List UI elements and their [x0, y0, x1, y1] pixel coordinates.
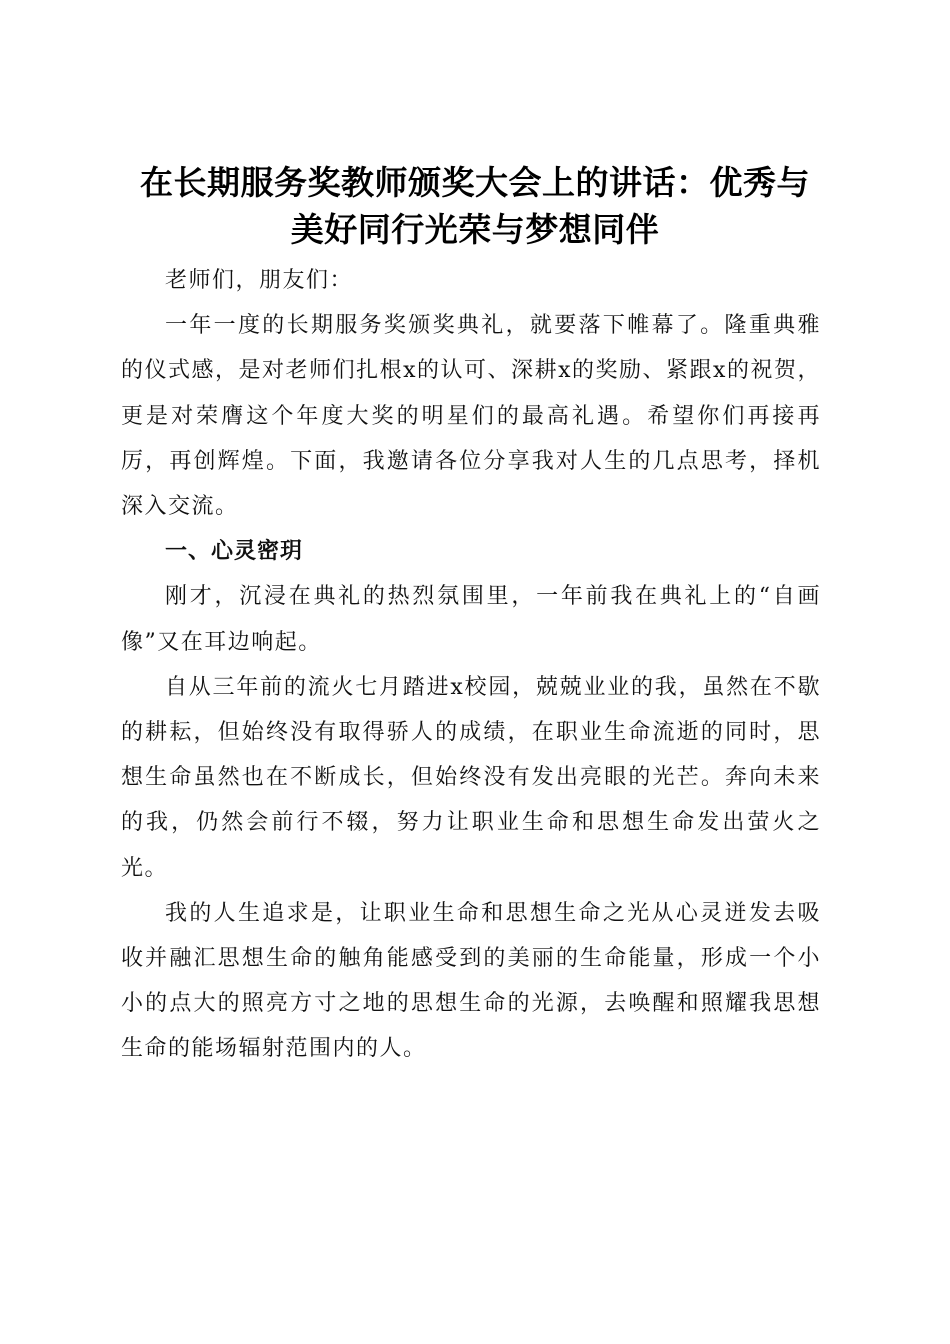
title-line-2: 美好同行光荣与梦想同伴	[290, 210, 660, 250]
paragraph-4: 我的人生追求是，让职业生命和思想生命之光从心灵迸发去吸收并融汇思想生命的触角能感受到的美丽的生命能量，形成一个小小的点大的照亮方寸之地的思想生命的光源，去唤醒和照耀我思想生命的能场辐射范围内的人。	[121, 900, 821, 1062]
paragraph-3: 自从三年前的流火七月踏进x校园，兢兢业业的我，虽然在不歇的耕耘，但始终没有取得骄人的成绩，在职业生命流逝的同时，思想生命虽然也在不断成长，但始终没有发出亮眼的光芒。奔向未来的我，仍然会前行不辍，努力让职业生命和思想生命发出萤火之光。	[121, 674, 821, 881]
section-heading-1: 一、心灵密玥	[165, 539, 304, 565]
title-line-1: 在长期服务奖教师颁奖大会上的讲话：优秀与	[140, 163, 810, 203]
greeting: 老师们，朋友们：	[165, 268, 354, 293]
paragraph-1: 一年一度的长期服务奖颁奖典礼，就要落下帷幕了。隆重典雅的仪式感，是对老师们扎根x的认可、深耕x的奖励、紧跟x的祝贺，更是对荣膺这个年度大奖的明星们的最高礼遇。希望你们再接再厉，再创辉煌。下面，我邀请各位分享我对人生的几点思考，择机深入交流。	[121, 313, 821, 520]
document-title	[120, 159, 830, 253]
document-body	[121, 258, 821, 1072]
paragraph-2: 刚才，沉浸在典礼的热烈氛围里，一年前我在典礼上的“自画像”又在耳边响起。	[121, 584, 821, 655]
